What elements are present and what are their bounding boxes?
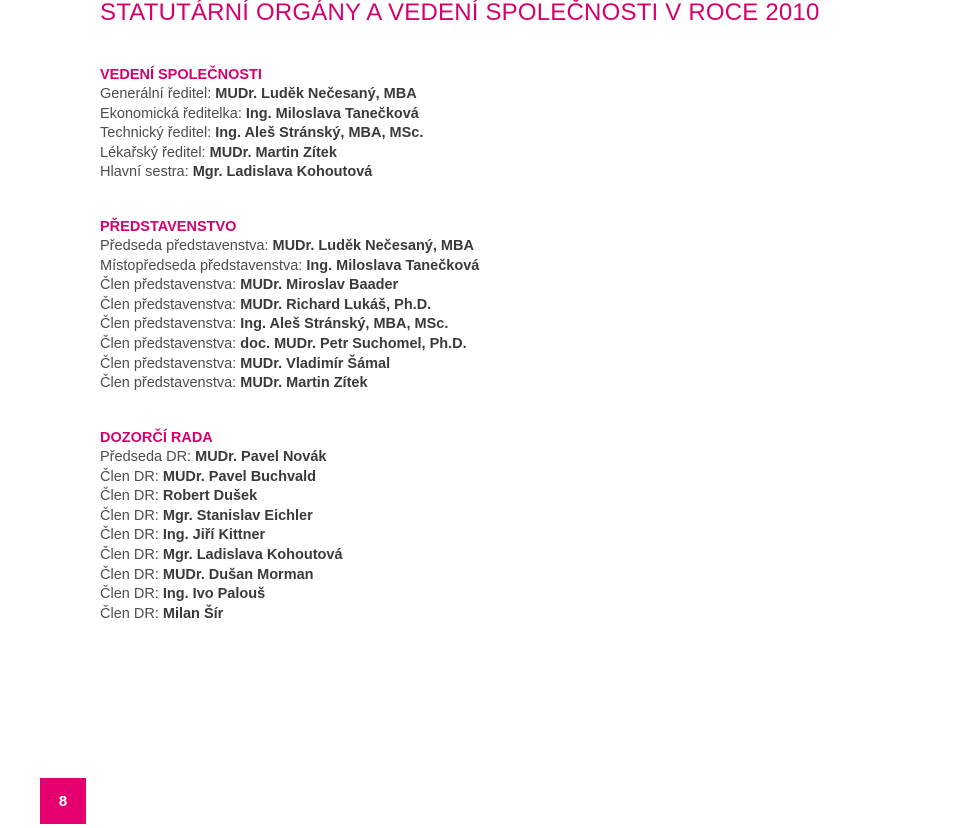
list-item xyxy=(100,144,423,164)
person-name: Ing. Jiří Kittner xyxy=(162,527,266,544)
person-name: MUDr. Luděk Nečesaný, MBA xyxy=(215,86,417,102)
role-label: Člen představenstva: xyxy=(100,335,237,352)
section-heading: PŘEDSTAVENSTVO xyxy=(100,219,237,235)
person-name: MUDr. Miroslav Baader xyxy=(240,277,399,294)
list-item xyxy=(100,487,343,507)
list-item xyxy=(100,124,423,144)
list-item xyxy=(100,507,343,527)
list-item xyxy=(100,605,343,625)
person-name: Milan Šír xyxy=(162,605,224,622)
role-label: Člen DR: xyxy=(100,566,159,583)
person-name: MUDr. Pavel Novák xyxy=(195,449,327,465)
list-item xyxy=(100,163,423,183)
role-label: Hlavní sestra: xyxy=(100,164,189,181)
person-name: Mgr. Stanislav Eichler xyxy=(162,507,313,524)
role-label: Člen představenstva: xyxy=(100,277,237,294)
list-item xyxy=(100,105,423,125)
list-item xyxy=(100,276,479,296)
role-label: Technický ředitel: xyxy=(100,125,212,142)
role-label: Člen DR: xyxy=(100,546,159,563)
role-label: Místopředseda představenstva: xyxy=(100,257,303,274)
list-item xyxy=(100,315,479,335)
page-title: STATUTÁRNÍ ORGÁNY A VEDENÍ SPOLEČNOSTI V ROCE 2010 xyxy=(100,0,820,26)
person-name: Mgr. Ladislava Kohoutová xyxy=(192,164,373,181)
section-dozorci-rada xyxy=(100,428,343,624)
person-name: doc. MUDr. Petr Suchomel, Ph.D. xyxy=(240,335,467,352)
person-name: MUDr. Vladimír Šámal xyxy=(240,355,391,372)
person-name: MUDr. Martin Zítek xyxy=(209,144,337,161)
role-label: Člen DR: xyxy=(100,605,159,622)
role-label: Člen DR: xyxy=(100,488,159,505)
role-label: Člen představenstva: xyxy=(100,375,237,392)
role-label: Člen DR: xyxy=(100,586,159,603)
person-name: Ing. Aleš Stránský, MBA, MSc. xyxy=(215,125,424,142)
list-item xyxy=(100,355,479,375)
role-label: Ekonomická ředitelka: xyxy=(100,105,242,122)
role-label: Člen DR: xyxy=(100,527,159,544)
section-heading: DOZORČÍ RADA xyxy=(100,430,213,446)
role-label: Člen DR: xyxy=(100,468,159,485)
list-item xyxy=(100,335,479,355)
role-label: Člen představenstva: xyxy=(100,355,237,372)
section-predstavenstvo xyxy=(100,217,479,394)
page-number-badge xyxy=(40,778,86,824)
list-item xyxy=(100,566,343,586)
person-name: Mgr. Ladislava Kohoutová xyxy=(162,546,343,563)
role-label: Předseda DR: xyxy=(100,449,192,465)
page-number: 8 xyxy=(58,792,68,810)
person-name: MUDr. Dušan Morman xyxy=(162,566,314,583)
list-item xyxy=(100,374,479,394)
person-name: Ing. Miloslava Tanečková xyxy=(306,257,480,274)
list-item xyxy=(100,257,479,277)
role-label: Předseda představenstva: xyxy=(100,238,269,254)
person-name: MUDr. Luděk Nečesaný, MBA xyxy=(272,238,474,254)
list-item xyxy=(100,448,343,468)
person-name: Ing. Miloslava Tanečková xyxy=(245,105,419,122)
list-item xyxy=(100,468,343,488)
list-item xyxy=(100,546,343,566)
person-name: MUDr. Pavel Buchvald xyxy=(162,468,316,485)
role-label: Člen představenstva: xyxy=(100,316,237,333)
role-label: Generální ředitel: xyxy=(100,86,212,102)
role-label: Člen představenstva: xyxy=(100,296,237,313)
person-name: MUDr. Martin Zítek xyxy=(240,375,368,392)
list-item xyxy=(100,526,343,546)
list-item xyxy=(100,237,479,257)
role-label: Lékařský ředitel: xyxy=(100,144,206,161)
list-item xyxy=(100,296,479,316)
role-label: Člen DR: xyxy=(100,507,159,524)
person-name: Ing. Aleš Stránský, MBA, MSc. xyxy=(240,316,449,333)
section-vedeni-spolecnosti xyxy=(100,65,423,183)
list-item xyxy=(100,585,343,605)
person-name: Robert Dušek xyxy=(162,488,258,505)
section-heading: VEDENÍ SPOLEČNOSTI xyxy=(100,67,262,83)
list-item xyxy=(100,85,423,105)
person-name: Ing. Ivo Palouš xyxy=(162,586,266,603)
person-name: MUDr. Richard Lukáš, Ph.D. xyxy=(240,296,432,313)
